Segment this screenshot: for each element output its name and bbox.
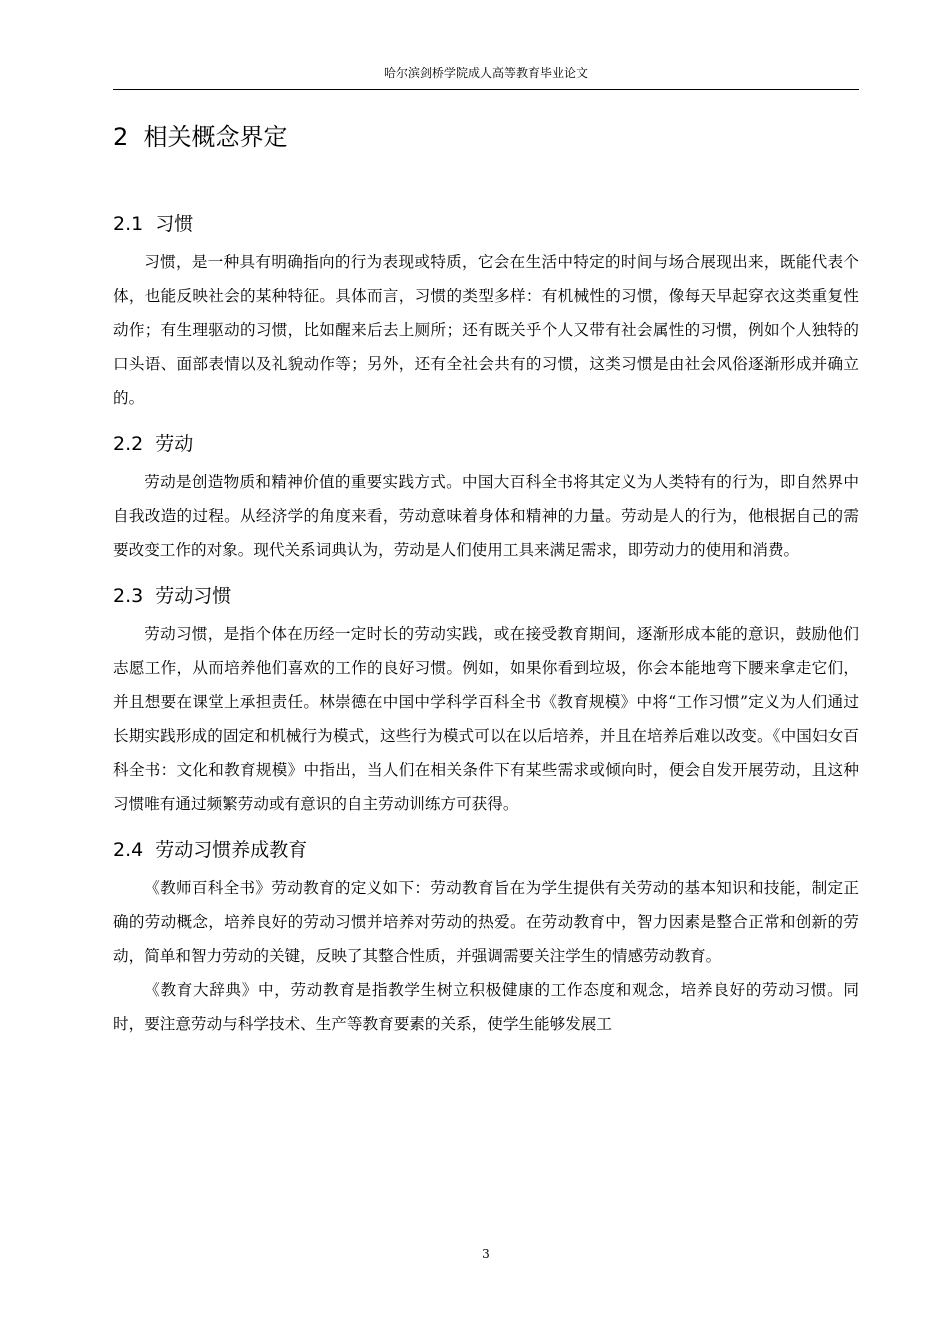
paragraph: 劳动习惯，是指个体在历经一定时长的劳动实践，或在接受教育期间，逐渐形成本能的意识，鼓励他们志愿工作，从而培养他们喜欢的工作的良好习惯。例如，如果你看到垃圾，你会本能地弯下腰来拿走它们，并且想要在课堂上承担责任。林崇德在中国中学科学百科全书《教育规模》中将“工作习惯”定义为人们通过长期实践形成的固定和机械行为模式，这些行为模式可以在以后培养，并且在培养后难以改变。《中国妇女百科全书：文化和教育规模》中指出，当人们在相关条件下有某些需求或倾向时，便会自发开展劳动，且这种习惯唯有通过频繁劳动或有意识的自主劳动训练方可获得。	[113, 625, 859, 813]
running-header: 哈尔滨剑桥学院成人高等教育毕业论文	[383, 66, 588, 80]
section-2-4	[113, 833, 859, 1041]
page-number: 3	[482, 1247, 490, 1261]
section-number: 2.1	[113, 213, 144, 235]
section-number: 2.3	[113, 585, 144, 607]
section-heading	[113, 427, 859, 465]
section-2-3	[113, 579, 859, 821]
paragraph: 劳动是创造物质和精神价值的重要实践方式。中国大百科全书将其定义为人类特有的行为，即自然界中自我改造的过程。从经济学的角度来看，劳动意味着身体和精神的力量。劳动是人的行为，他根据自己的需要改变工作的对象。现代关系词典认为，劳动是人们使用工具来满足需求，即劳动力的使用和消费。	[113, 473, 859, 559]
section-title: 劳动	[155, 433, 194, 455]
document-body	[113, 207, 859, 1041]
paragraph: 《教师百科全书》劳动教育的定义如下：劳动教育旨在为学生提供有关劳动的基本知识和技能，制定正确的劳动概念，培养良好的劳动习惯并培养对劳动的热爱。在劳动教育中，智力因素是整合正常和创新的劳动，简单和智力劳动的关键，反映了其整合性质，并强调需要关注学生的情感劳动教育。	[113, 879, 859, 965]
section-title: 劳动习惯	[155, 585, 232, 607]
chapter-number: 2	[113, 123, 129, 151]
section-number: 2.2	[113, 433, 144, 455]
paragraph: 《教育大辞典》中，劳动教育是指教学生树立积极健康的工作态度和观念，培养良好的劳动习惯。同时，要注意劳动与科学技术、生产等教育要素的关系，使学生能够发展工	[113, 981, 859, 1033]
section-title: 劳动习惯养成教育	[155, 839, 308, 861]
chapter-title	[113, 119, 859, 155]
chapter-title-text: 相关概念界定	[143, 123, 288, 151]
section-number: 2.4	[113, 839, 144, 861]
section-heading	[113, 207, 859, 245]
section-2-2	[113, 427, 859, 567]
section-title: 习惯	[155, 213, 194, 235]
header-rule	[113, 89, 859, 90]
section-heading	[113, 579, 859, 617]
section-heading	[113, 833, 859, 871]
section-2-1	[113, 207, 859, 415]
paragraph: 习惯，是一种具有明确指向的行为表现或特质，它会在生活中特定的时间与场合展现出来，既能代表个体，也能反映社会的某种特征。具体而言，习惯的类型多样：有机械性的习惯，像每天早起穿衣这类重复性动作；有生理驱动的习惯，比如醒来后去上厕所；还有既关乎个人又带有社会属性的习惯，例如个人独特的口头语、面部表情以及礼貌动作等；另外，还有全社会共有的习惯，这类习惯是由社会风俗逐渐形成并确立的。	[113, 253, 859, 407]
